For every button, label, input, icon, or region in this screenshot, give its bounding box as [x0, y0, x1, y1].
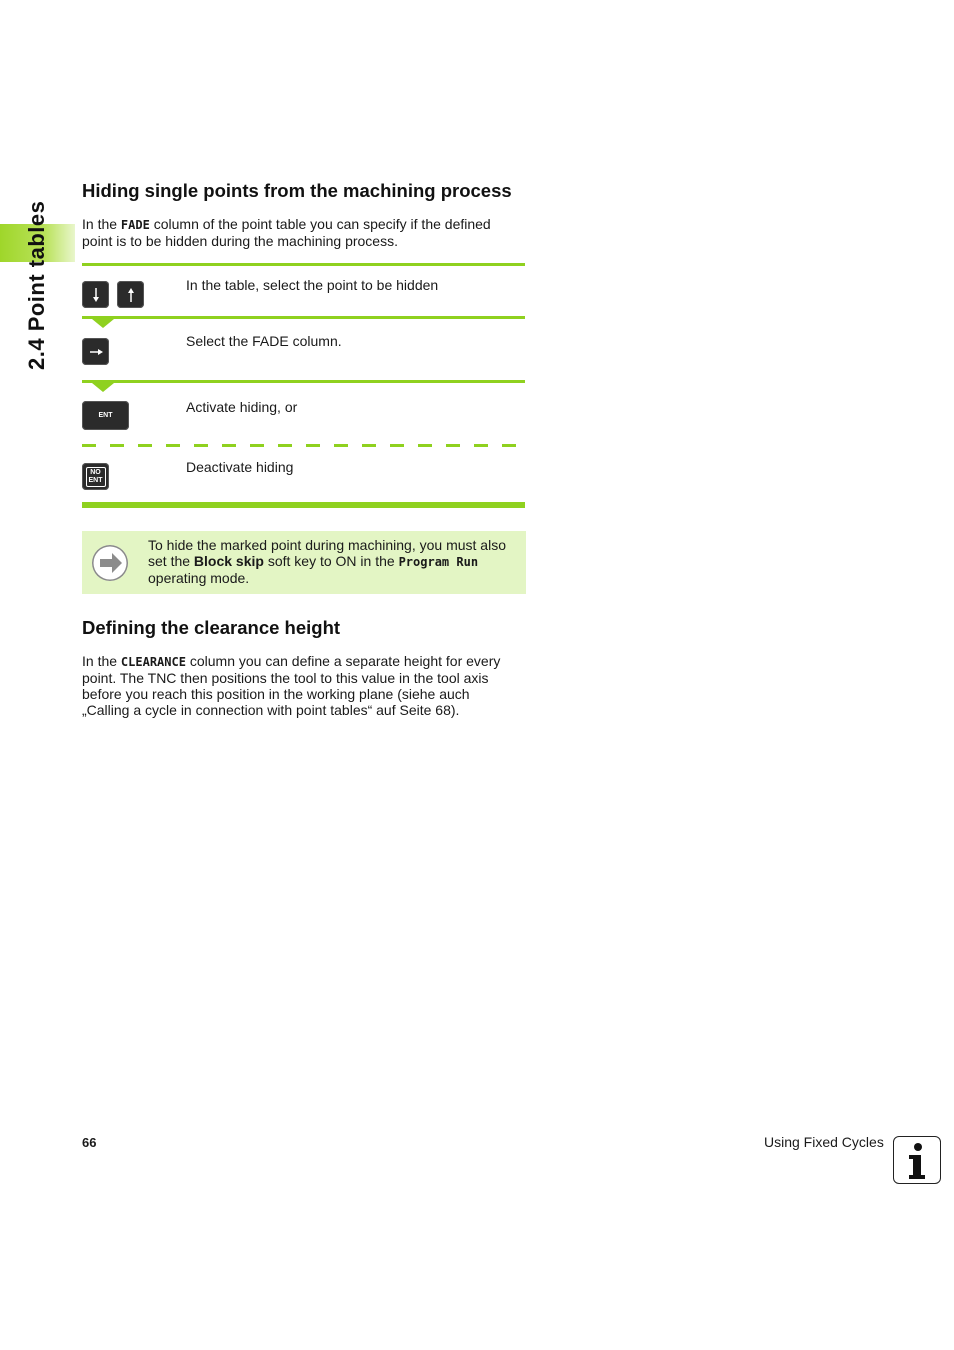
no-ent-key-frame [86, 467, 106, 487]
note-text-fragment: soft key to ON in the [263, 553, 399, 569]
step-1-text: In the table, select the point to be hidden [186, 277, 439, 293]
ent-key-label: ENT [98, 411, 113, 419]
step-notch [92, 319, 114, 328]
section-intro [82, 216, 532, 249]
block-skip-softkey-name: Block skip [193, 553, 264, 569]
no-ent-key-label-2: ENT [88, 476, 103, 484]
arrow-right-key[interactable] [82, 338, 109, 365]
page-number: 66 [82, 1135, 97, 1150]
program-run-code: Program Run [398, 555, 479, 569]
step-3-text: Activate hiding, or [186, 399, 298, 415]
step-4-text: Deactivate hiding [186, 459, 294, 475]
ent-key[interactable] [82, 401, 129, 430]
step-notch [92, 383, 114, 392]
arrow-up-key[interactable] [117, 281, 144, 308]
note-line-3: operating mode. [148, 570, 250, 586]
arrow-down-key[interactable] [82, 281, 109, 308]
arrow-right-circle-icon [92, 545, 128, 581]
body-line-3: before you reach this position in the working plane (siehe auch [82, 686, 470, 702]
intro-text: In the [82, 216, 121, 232]
info-icon[interactable] [893, 1136, 941, 1184]
body-text: In the [82, 653, 121, 669]
section-heading-hiding-points: Hiding single points from the machining process [82, 180, 512, 201]
arrow-up-icon [126, 287, 136, 303]
note-text-fragment: set the [148, 553, 194, 569]
step-divider [82, 380, 525, 383]
step-2-text: Select the FADE column. [186, 333, 342, 349]
step-table-bottom-rule [82, 502, 525, 508]
step-table-top-rule [82, 263, 525, 266]
step-divider [82, 316, 525, 319]
footer-chapter: Using Fixed Cycles [764, 1134, 884, 1150]
clearance-code: CLEARANCE [120, 655, 186, 669]
note-line-1: To hide the marked point during machining, you must also [148, 537, 506, 553]
intro-text: column of the point table you can specify if the defined [149, 216, 491, 232]
section-heading-clearance-height: Defining the clearance height [82, 617, 341, 638]
side-chapter-title: 2.4 Point tables [24, 200, 49, 370]
step-dashed-divider [82, 444, 525, 447]
section2-body [82, 653, 532, 718]
fade-code: FADE [120, 218, 150, 232]
arrow-down-icon [91, 287, 101, 303]
body-line-2: point. The TNC then positions the tool to this value in the tool axis [82, 670, 489, 686]
arrow-right-icon [88, 347, 104, 357]
page-reference-link[interactable]: „Calling a cycle in connection with point tables“ auf Seite 68). [82, 702, 460, 718]
intro-text-line2: point is to be hidden during the machining process. [82, 233, 398, 249]
no-ent-key[interactable] [82, 463, 109, 490]
no-ent-key-label-1: NO [90, 468, 101, 476]
body-text: column you can define a separate height for every [185, 653, 501, 669]
note-text [148, 537, 523, 586]
